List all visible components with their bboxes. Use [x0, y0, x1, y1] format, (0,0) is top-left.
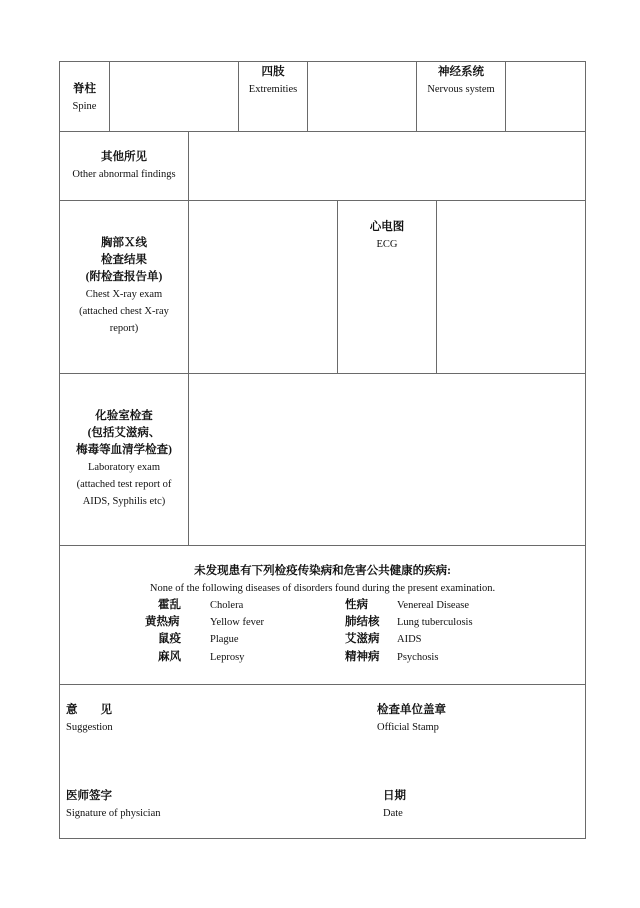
diseases-title-en: None of the following diseases of disorders found during the present examination. [149, 583, 496, 594]
official-stamp-label-en: Official Stamp [377, 722, 439, 733]
disease-en: Lung tuberculosis [397, 617, 473, 628]
other-findings-field[interactable] [189, 132, 585, 200]
extremities-label-en: Extremities [248, 84, 298, 95]
other-findings-label-zh: 其他所见 [101, 151, 147, 163]
lab-exam-zh-line3: 梅毒等血清学检查) [76, 444, 172, 456]
suggestion-field[interactable] [60, 738, 370, 788]
ecg-field[interactable] [437, 201, 585, 373]
chest-xray-en-line2: (attached chest X-ray [79, 306, 169, 317]
spine-label-en: Spine [72, 101, 97, 112]
chest-xray-zh-line2: 检查结果 [101, 254, 147, 266]
disease-en: Leprosy [210, 652, 245, 663]
disease-zh: 精神病 [345, 651, 380, 663]
spine-value-field[interactable] [110, 62, 238, 131]
nervous-system-label [417, 64, 505, 98]
chest-xray-field[interactable] [189, 201, 337, 373]
lab-exam-field[interactable] [189, 374, 585, 545]
lab-exam-en-line1: Laboratory exam [87, 462, 160, 473]
chest-xray-en-line3: report) [109, 323, 139, 334]
disease-en: Psychosis [397, 652, 439, 663]
official-stamp-label [377, 702, 446, 736]
date-label [383, 788, 406, 822]
nervous-system-label-en: Nervous system [427, 84, 495, 95]
disease-zh: 鼠疫 [158, 633, 181, 645]
chest-xray-zh-line3: (附检查报告单) [85, 271, 163, 283]
row-divider [59, 684, 586, 685]
disease-zh: 霍乱 [158, 599, 181, 611]
nervous-system-value-field[interactable] [506, 62, 585, 131]
disease-zh: 性病 [345, 599, 368, 611]
disease-zh: 艾滋病 [345, 633, 380, 645]
other-findings-label [60, 149, 188, 183]
ecg-label [338, 219, 436, 253]
disease-zh: 肺结核 [345, 616, 380, 628]
physician-signature-label-zh: 医师签字 [66, 790, 112, 802]
disease-en: Plague [210, 634, 239, 645]
table-border-bottom [59, 838, 586, 839]
suggestion-label-en: Suggestion [66, 722, 113, 733]
nervous-system-label-zh: 神经系统 [438, 66, 484, 78]
disease-en: Yellow fever [210, 617, 265, 628]
row-divider [59, 545, 586, 546]
disease-zh: 黄热病 [145, 616, 180, 628]
lab-exam-en-line2: (attached test report of [76, 479, 172, 490]
date-label-zh: 日期 [383, 790, 406, 802]
disease-en: Cholera [210, 600, 244, 611]
extremities-label [239, 64, 307, 98]
extremities-value-field[interactable] [308, 62, 416, 131]
lab-exam-label [60, 408, 188, 510]
diseases-title [60, 563, 585, 597]
disease-en: AIDS [397, 634, 422, 645]
diseases-title-zh: 未发现患有下列检疫传染病和危害公共健康的疾病: [194, 565, 451, 577]
lab-exam-en-line3: AIDS, Syphilis etc) [82, 496, 166, 507]
chest-xray-label [60, 235, 188, 337]
table-border-right [585, 61, 586, 839]
chest-xray-en-line1: Chest X-ray exam [85, 289, 163, 300]
physician-signature-label-en: Signature of physician [66, 808, 161, 819]
ecg-label-en: ECG [376, 239, 398, 250]
official-stamp-label-zh: 检查单位盖章 [377, 704, 446, 716]
spine-label [60, 81, 109, 115]
physician-signature-label [66, 788, 160, 822]
lab-exam-zh-line1: 化验室检查 [95, 410, 153, 422]
ecg-label-zh: 心电图 [369, 221, 405, 233]
chest-xray-zh-line1: 胸部Ｘ线 [101, 237, 147, 249]
date-label-en: Date [383, 808, 403, 819]
lab-exam-zh-line2: (包括艾滋病、 [87, 427, 161, 439]
other-findings-label-en: Other abnormal findings [72, 169, 176, 180]
extremities-label-zh: 四肢 [261, 66, 285, 78]
disease-en: Venereal Disease [397, 600, 470, 611]
suggestion-label-zh: 意 见 [66, 704, 112, 716]
suggestion-label [66, 702, 113, 736]
disease-zh: 麻风 [158, 651, 181, 663]
spine-label-zh: 脊柱 [73, 83, 96, 95]
